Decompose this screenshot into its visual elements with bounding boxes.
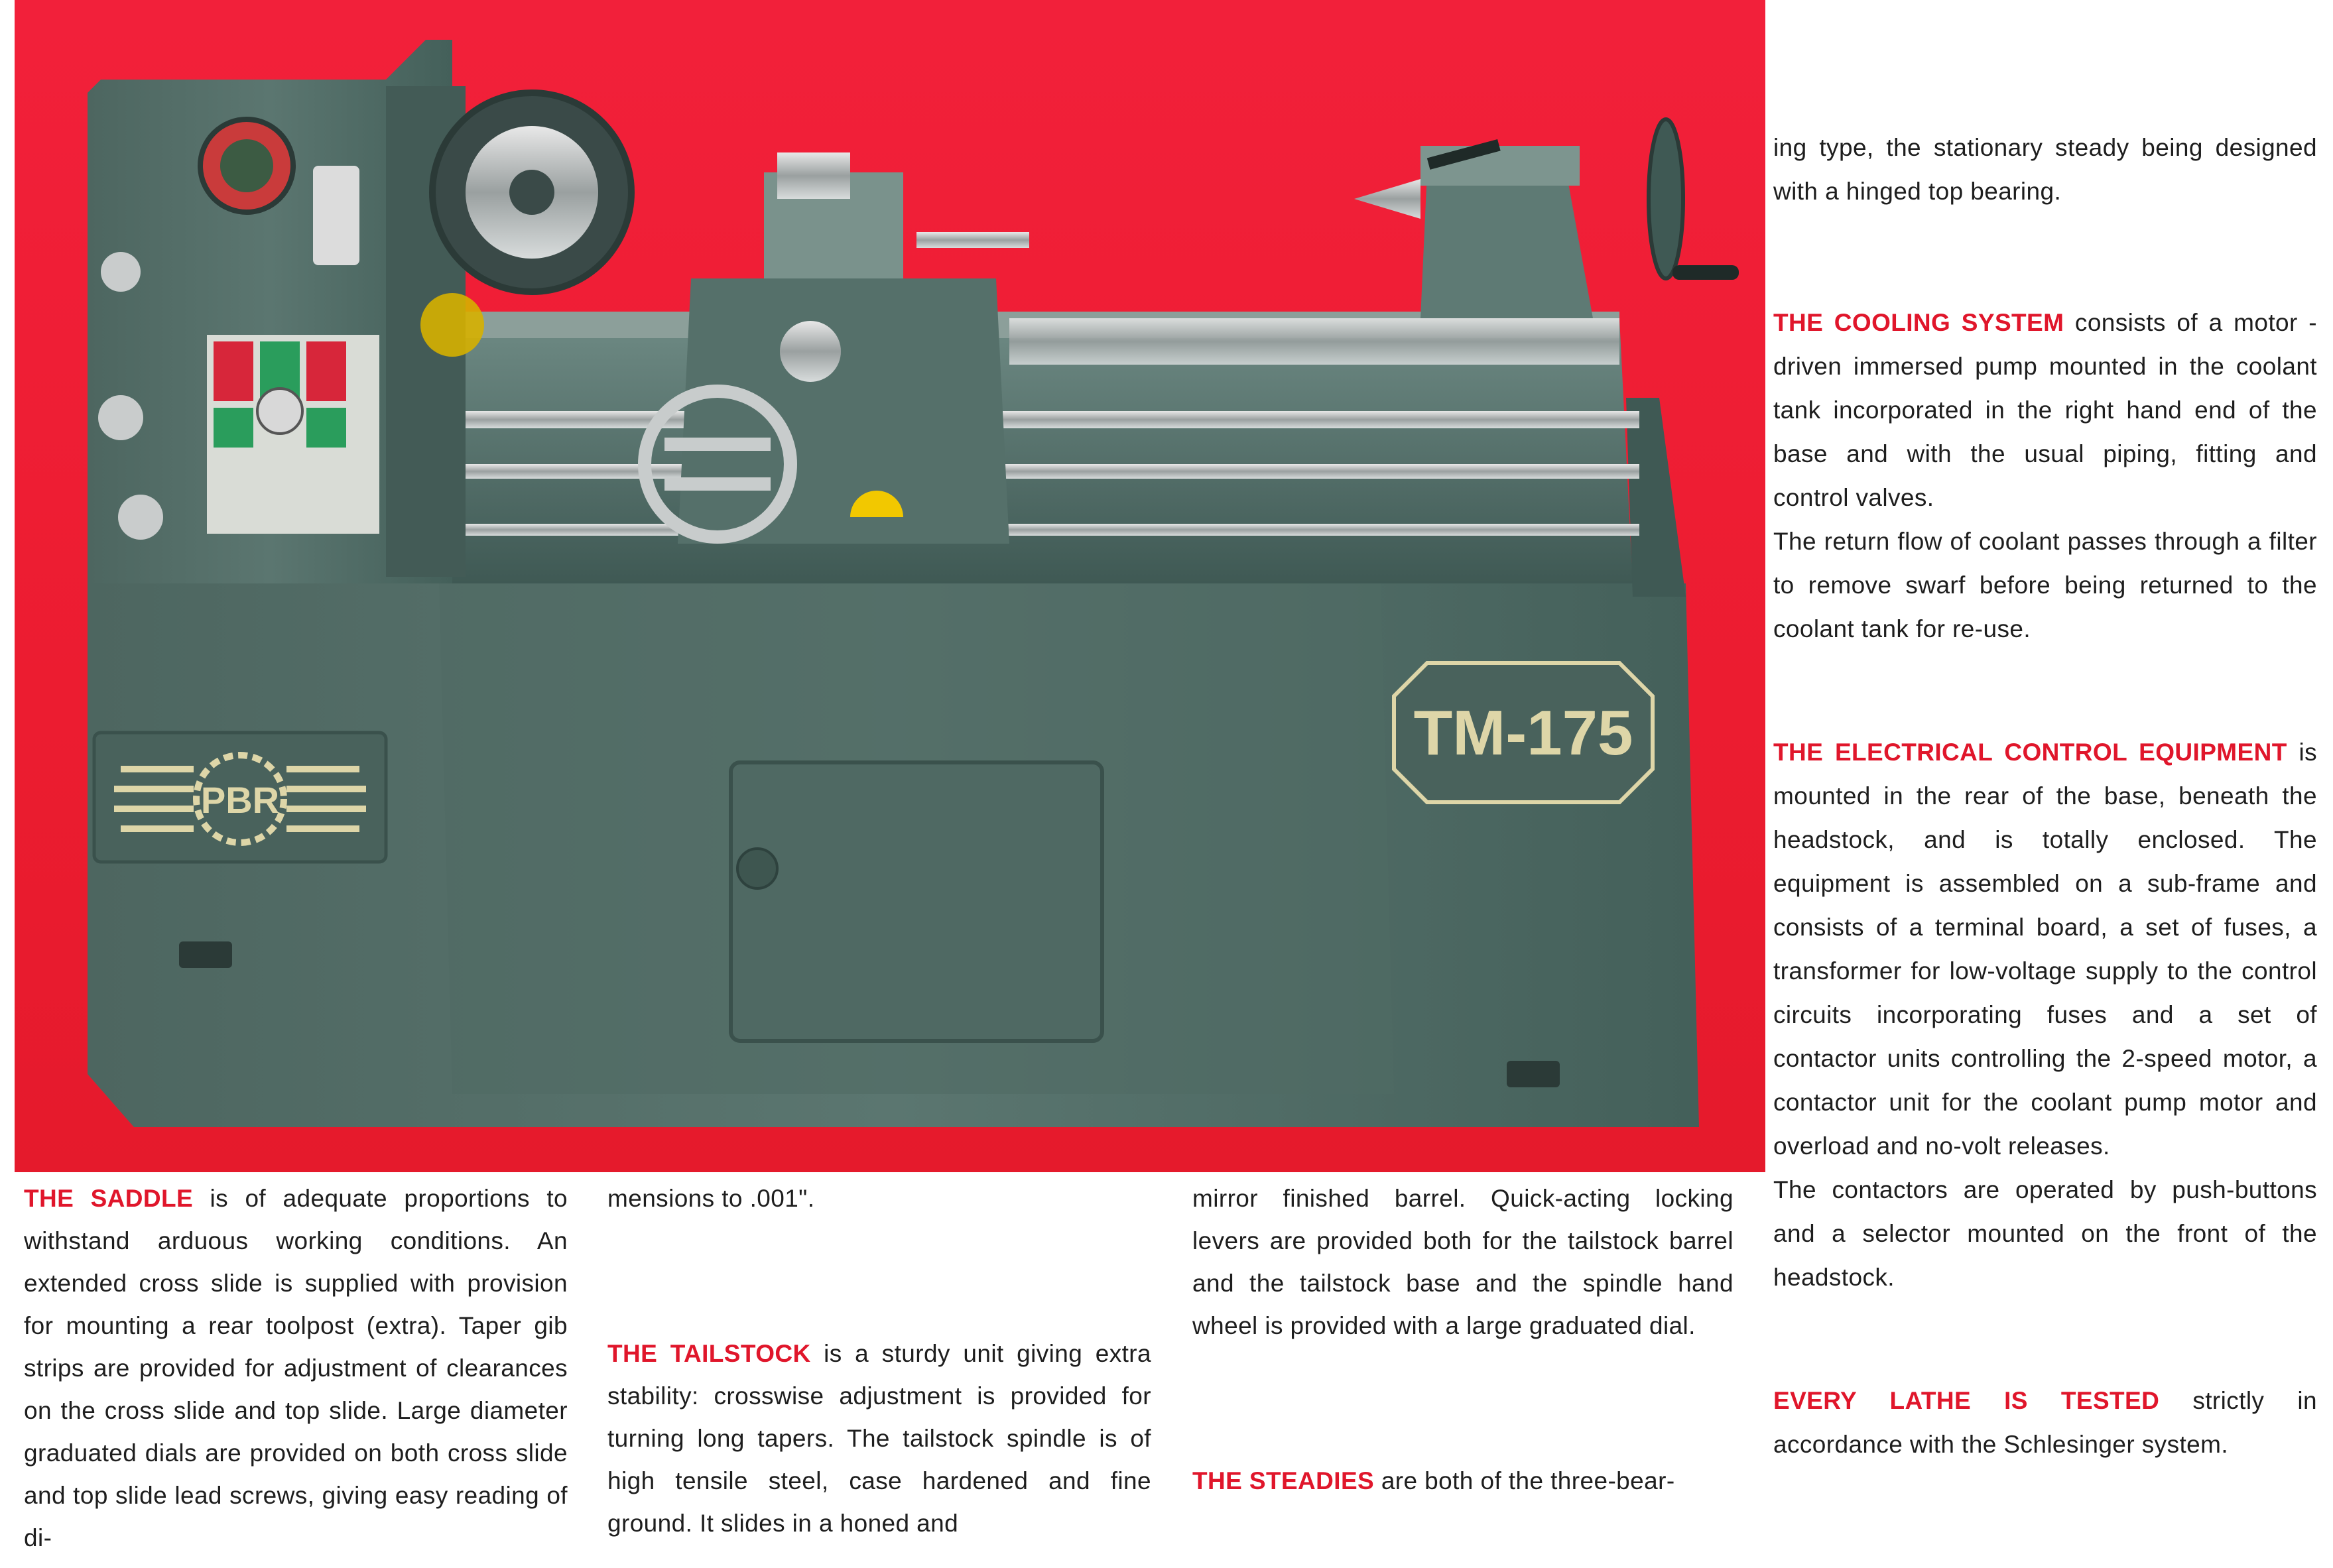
carriage: [678, 278, 1009, 544]
heading-tested: EVERY LATHE IS TESTED: [1773, 1387, 2160, 1414]
tailstock: [1420, 172, 1593, 318]
cooling-text: consists of a motor -driven immersed pump mounted in the coolant tank incorporated in the right hand end of the base and with the usual piping, fitting and control valves.: [1773, 309, 2317, 511]
bearing-text: ing type, the stationary steady being designed with a hinged top bearing.: [1773, 134, 2317, 205]
lathe-photo: [15, 0, 1765, 1172]
heading-saddle: THE SADDLE: [24, 1185, 194, 1212]
base-door: [731, 762, 1102, 1041]
column-steadies: [1192, 1177, 1734, 1502]
model-plate-text: TM-175: [1413, 697, 1633, 768]
tailstock-handwheel: [1649, 119, 1683, 278]
saddle-text: is of adequate proportions to withstand arduous working conditions. An extended cross slide is supplied with provision for mounting a rear toolpost (extra). Taper gib strips are provided for adjustment of clearances on the cross slide and top slide. Large diameter graduated dials are provided on both cross slide and top slide lead screws, giving easy reading of di-: [24, 1185, 568, 1551]
heading-electrical: THE ELECTRICAL CONTROL EQUIPMENT: [1773, 739, 2287, 766]
cooling-text-2: The return flow of coolant passes through a filter to remove swarf before being returned to the coolant tank for re-use.: [1773, 528, 2317, 642]
tested-text: strictly in accordance with the Schlesinger system.: [1773, 1387, 2317, 1458]
door-knob: [737, 849, 777, 888]
heading-cooling: THE COOLING SYSTEM: [1773, 309, 2064, 336]
heading-steadies: THE STEADIES: [1192, 1467, 1375, 1494]
steadies-text: are both of the three-bear-: [1381, 1467, 1675, 1494]
column-right: [1773, 126, 2317, 1467]
column-tailstock: [607, 1177, 1151, 1545]
leadscrew: [412, 411, 1639, 428]
electrical-text: is mounted in the rear of the base, beneath the headstock, and is totally enclosed. The equipment is assembled on a sub-frame and consists of a terminal board, a set of fuses, a transformer for low-voltage supply to the control circuits incorporating fuses and a set of contactor units controlling the 2-speed motor, a contactor unit for the coolant pump motor and overload and no-volt releases.: [1773, 739, 2317, 1160]
barrel-text: mirror finished barrel. Quick-acting locking levers are provided both for the tailstock barrel and the tailstock base and the spindle hand wheel is provided with a large graduated dial.: [1192, 1185, 1734, 1339]
control-rod: [412, 524, 1639, 536]
lathe-illustration: [15, 0, 1765, 1172]
tailstock-text: is a sturdy unit giving extra stability: crosswise adjustment is provided for turning long tapers. The tailstock spindle is of high tensile steel, case hardened and fine ground. It slides in a honed and: [607, 1340, 1151, 1537]
electrical-text-2: The contactors are operated by push-buttons and a selector mounted on the front of the headstock.: [1773, 1176, 2317, 1291]
logo-text: PBR: [200, 779, 280, 821]
dimensions-text: mensions to .001".: [607, 1185, 815, 1212]
column-saddle: [24, 1177, 568, 1559]
feed-shaft: [412, 464, 1639, 479]
heading-tailstock: THE TAILSTOCK: [607, 1340, 811, 1367]
